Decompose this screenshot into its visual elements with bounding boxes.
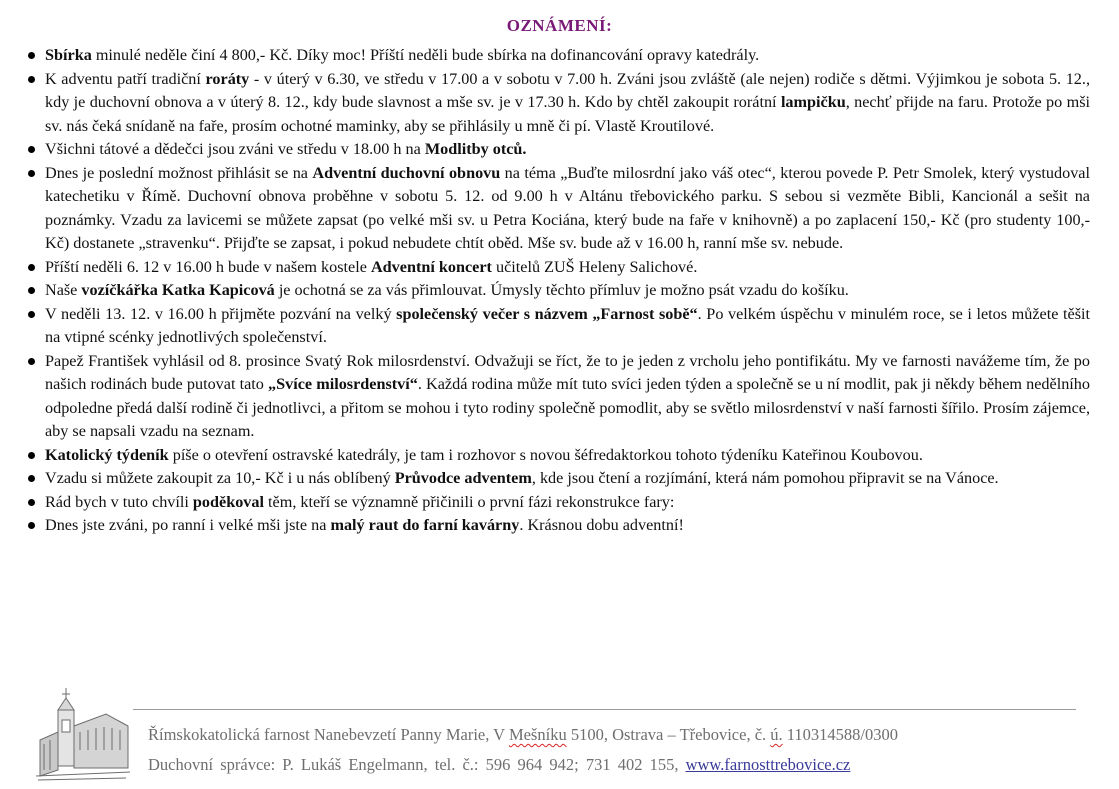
announcement-item [26,514,1090,538]
announcement-item [26,44,1090,68]
website-link[interactable]: www.farnosttrebovice.cz [685,755,851,774]
footer-account-abbr: ú. [770,725,783,744]
footer-contact-text: Duchovní správce: P. Lukáš Engelmann, tel. č.: 596 964 942; 731 402 155, [148,755,686,774]
announcement-text: K adventu patří tradiční [45,69,206,88]
announcement-highlight: lampičku [780,93,846,111]
announcement-item [26,279,1090,303]
announcement-text: Dnes je poslední možnost přihlásit se na [45,163,313,182]
announcement-highlight: Modlitby otců. [424,140,527,158]
announcement-item [26,162,1090,256]
announcement-highlight: Sbírka [45,46,92,64]
footer-address [148,725,898,745]
announcement-highlight: společenský večer s názvem „Farnost sobě“ [396,304,698,323]
announcement-text: píše o otevření ostravské katedrály, je tam i rozhovor s novou šéfredaktorkou tohoto týdeníku Kateřinou Koubovou. [168,445,923,464]
footer-street: Mešníku [508,725,567,744]
announcement-text: Dnes jste zváni, po ranní i velké mši jste na [45,516,331,534]
announcement-item [26,303,1090,350]
announcement-text: minulé neděle činí 4 800,- Kč. Díky moc! Příští neděli bude sbírka na dofinancování opravy katedrály. [91,46,760,64]
page-title: OZNÁMENÍ: [506,16,613,35]
announcement-text: Všichni tátové a dědečci jsou zváni ve středu v 18.00 h na [45,140,425,158]
announcement-text: Naše [45,281,82,299]
footer-account-number: 110314588/0300 [782,725,899,744]
footer-address-text-2: 5100, Ostrava – Třebovice, č. [566,725,771,744]
announcement-list [26,44,1090,538]
announcement-highlight: roráty [205,69,250,88]
announcement-highlight: Průvodce adventem [394,469,532,487]
announcement-item [26,256,1090,280]
announcement-text: na téma „Buďte milosrdní jako váš otec“, kterou povede P. Petr Smolek, který vystudoval katechetiku v Římě. Duchovní obnova proběhne v sobotu 5. 12. od 9.00 h v Altánu třebovického parku. S sebou si vezměte Bibli, Kancionál a sešit na poznámky. Vzadu za lavicemi se můžete zapsat (po velké mši sv. u Petra Kociána, který bude na faře v knihovně) a po zaplacení 150,- Kč (pro studenty 100,- Kč) dostanete „stravenku“. Přijďte se zapsat, i pokud nebudete chtít oběd. Mše sv. bude až v 16.00 h, ranní mše sv. nebude. [45,163,1090,252]
church-sketch-icon [36,680,130,784]
announcement-text: učitelů ZUŠ Heleny Salichové. [491,257,698,276]
announcement-text: , kde jsou čtení a rozjímání, která nám pomohou připravit se na Vánoce. [531,469,999,487]
announcement-text: Rád bych v tuto chvíli [45,492,193,511]
footer-address-text: Římskokatolická farnost Nanebevzetí Panny Marie, V [148,725,509,744]
announcement-highlight: „Svíce milosrdenství“ [268,375,418,393]
announcement-item [26,467,1090,491]
announcement-text: , nechť přijde na faru. Protože po mši sv. nás čeká snídaně na faře, prosím ochotné maminky, aby se přihlásily u mně či pí. Vlastě Kroutilové. [45,93,1091,135]
announcement-text: . Krásnou dobu adventní! [519,516,684,534]
footer-divider [133,709,1076,710]
announcement-text: V neděli 13. 12. v 16.00 h přijměte pozvání na velký [45,304,397,323]
announcement-text: - v úterý v 6.30, ve středu v 17.00 a v sobotu v 7.00 h. Zváni jsou zvláště (ale nejen) rodiče s dětmi. Výjimkou je sobota 5. 12., kdy je duchovní obnova a v úterý 8. 12., kdy bude slavnost a mše sv. je v 17.30 h. Kdo by chtěl zakoupit rorátní [45,69,1090,111]
announcement-highlight: vozíčkářka Katka Kapicová [81,281,275,299]
announcement-text: je ochotná se za vás přimlouvat. Úmysly těchto přímluv je možno psát vzadu do košíku. [274,281,849,299]
announcement-text: . Po velkém úspěchu v minulém roce, se i letos můžete těšit na vtipné scénky jednotlivých společenství. [45,304,1090,346]
announcement-highlight: Adventní duchovní obnovu [312,163,501,182]
announcement-item [26,138,1090,162]
announcement-item [26,68,1090,139]
announcement-item [26,444,1090,468]
announcement-text: Vzadu si můžete zakoupit za 10,- Kč i u nás oblíbený [45,469,395,487]
announcement-text: Příští neděli 6. 12 v 16.00 h bude v našem kostele [45,257,371,276]
announcement-highlight: Katolický týdeník [45,445,169,464]
announcement-text: Papež František vyhlásil od 8. prosince Svatý Rok milosrdenství. Odvažuji se říct, že to je jeden z vrcholu jeho pontifikátu. My ve farnosti navážeme tím, že po našich rodinách bude putovat tato [45,351,1090,393]
announcement-highlight: malý raut do farní kavárny [330,516,520,534]
footer-contact [148,755,850,775]
announcement-text: . Každá rodina může mít tuto svíci jeden týden a společně se u ní modlit, pak ji někdy během nedělního odpoledne předá další rodině či jednotlivci, a přitom se mohou i tyto rodiny společně pomodlit, aby se světlo milosrdenství v naší farnosti šířilo. Prosím zájemce, aby se napsali vzadu na seznam. [45,375,1090,440]
announcement-highlight: poděkoval [192,492,264,511]
announcement-highlight: Adventní koncert [370,257,492,276]
announcement-item [26,491,1090,515]
announcement-item [26,350,1090,444]
announcement-text: těm, kteří se významně přičinili o první fázi rekonstrukce fary: [264,492,675,511]
